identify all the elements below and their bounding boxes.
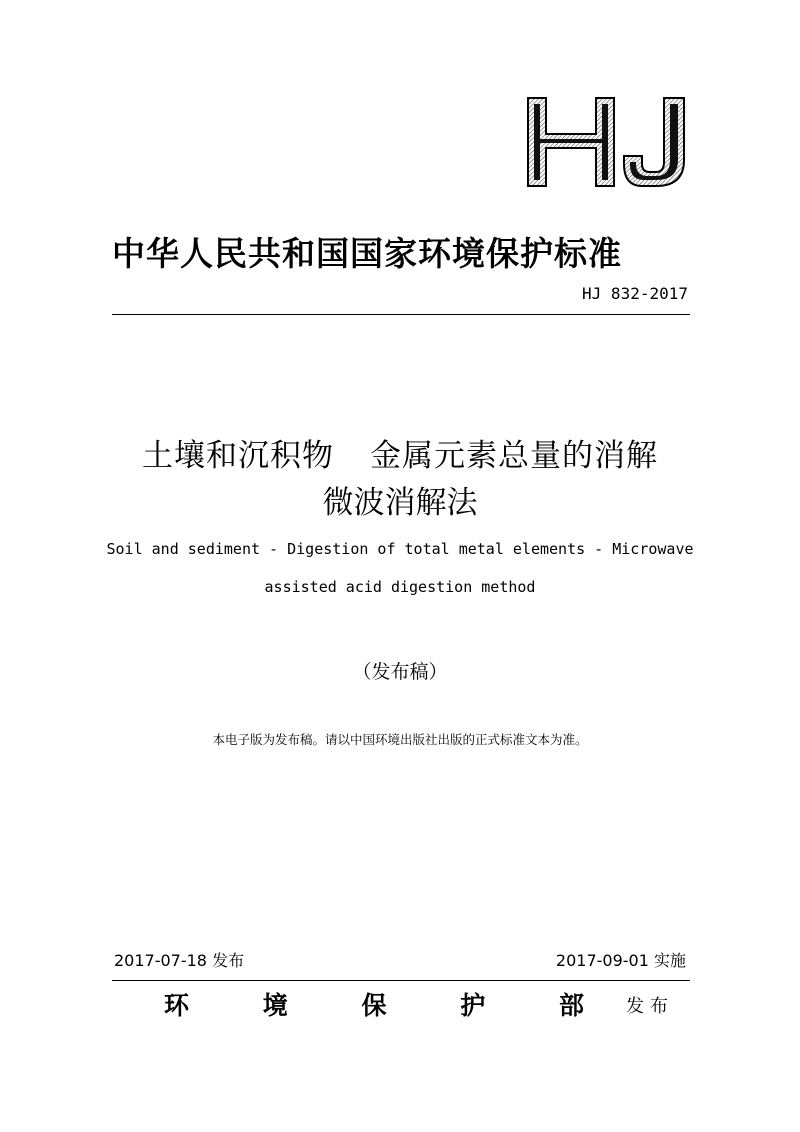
english-title-line2: assisted acid digestion method bbox=[264, 578, 536, 596]
org-title: 中华人民共和国国家环境保护标准 bbox=[112, 234, 622, 273]
standard-code: HJ 832-2017 bbox=[582, 284, 688, 303]
hj-logo bbox=[524, 96, 688, 188]
header-divider bbox=[112, 314, 690, 315]
issuer-char: 境 bbox=[262, 991, 288, 1020]
chinese-title-line1 bbox=[0, 430, 800, 475]
effective-date: 2017-09-01 实施 bbox=[555, 951, 686, 970]
logo-letter-j bbox=[624, 98, 684, 186]
chinese-title-part1: 土壤和沉积物 bbox=[142, 438, 334, 474]
hj-logo-graphic bbox=[524, 96, 688, 188]
issue-verb: 发布 bbox=[626, 996, 674, 1017]
issuer-char: 部 bbox=[558, 991, 584, 1020]
chinese-title-part2: 金属元素总量的消解 bbox=[370, 438, 658, 474]
logo-letter-h bbox=[528, 98, 614, 186]
draft-label: （发布稿） bbox=[352, 661, 448, 683]
issuer-char: 护 bbox=[460, 991, 486, 1020]
issuer-name bbox=[164, 986, 584, 1022]
edition-notice: 本电子版为发布稿。请以中国环境出版社出版的正式标准文本为准。 bbox=[212, 732, 588, 747]
issuer-char: 环 bbox=[164, 991, 190, 1020]
footer-divider bbox=[112, 980, 690, 981]
english-title-line1: Soil and sediment - Digestion of total metal elements - Microwave bbox=[106, 540, 694, 558]
issuer-char: 保 bbox=[361, 991, 387, 1020]
issue-date: 2017-07-18 发布 bbox=[114, 951, 245, 970]
chinese-title-line2: 微波消解法 bbox=[322, 485, 478, 521]
